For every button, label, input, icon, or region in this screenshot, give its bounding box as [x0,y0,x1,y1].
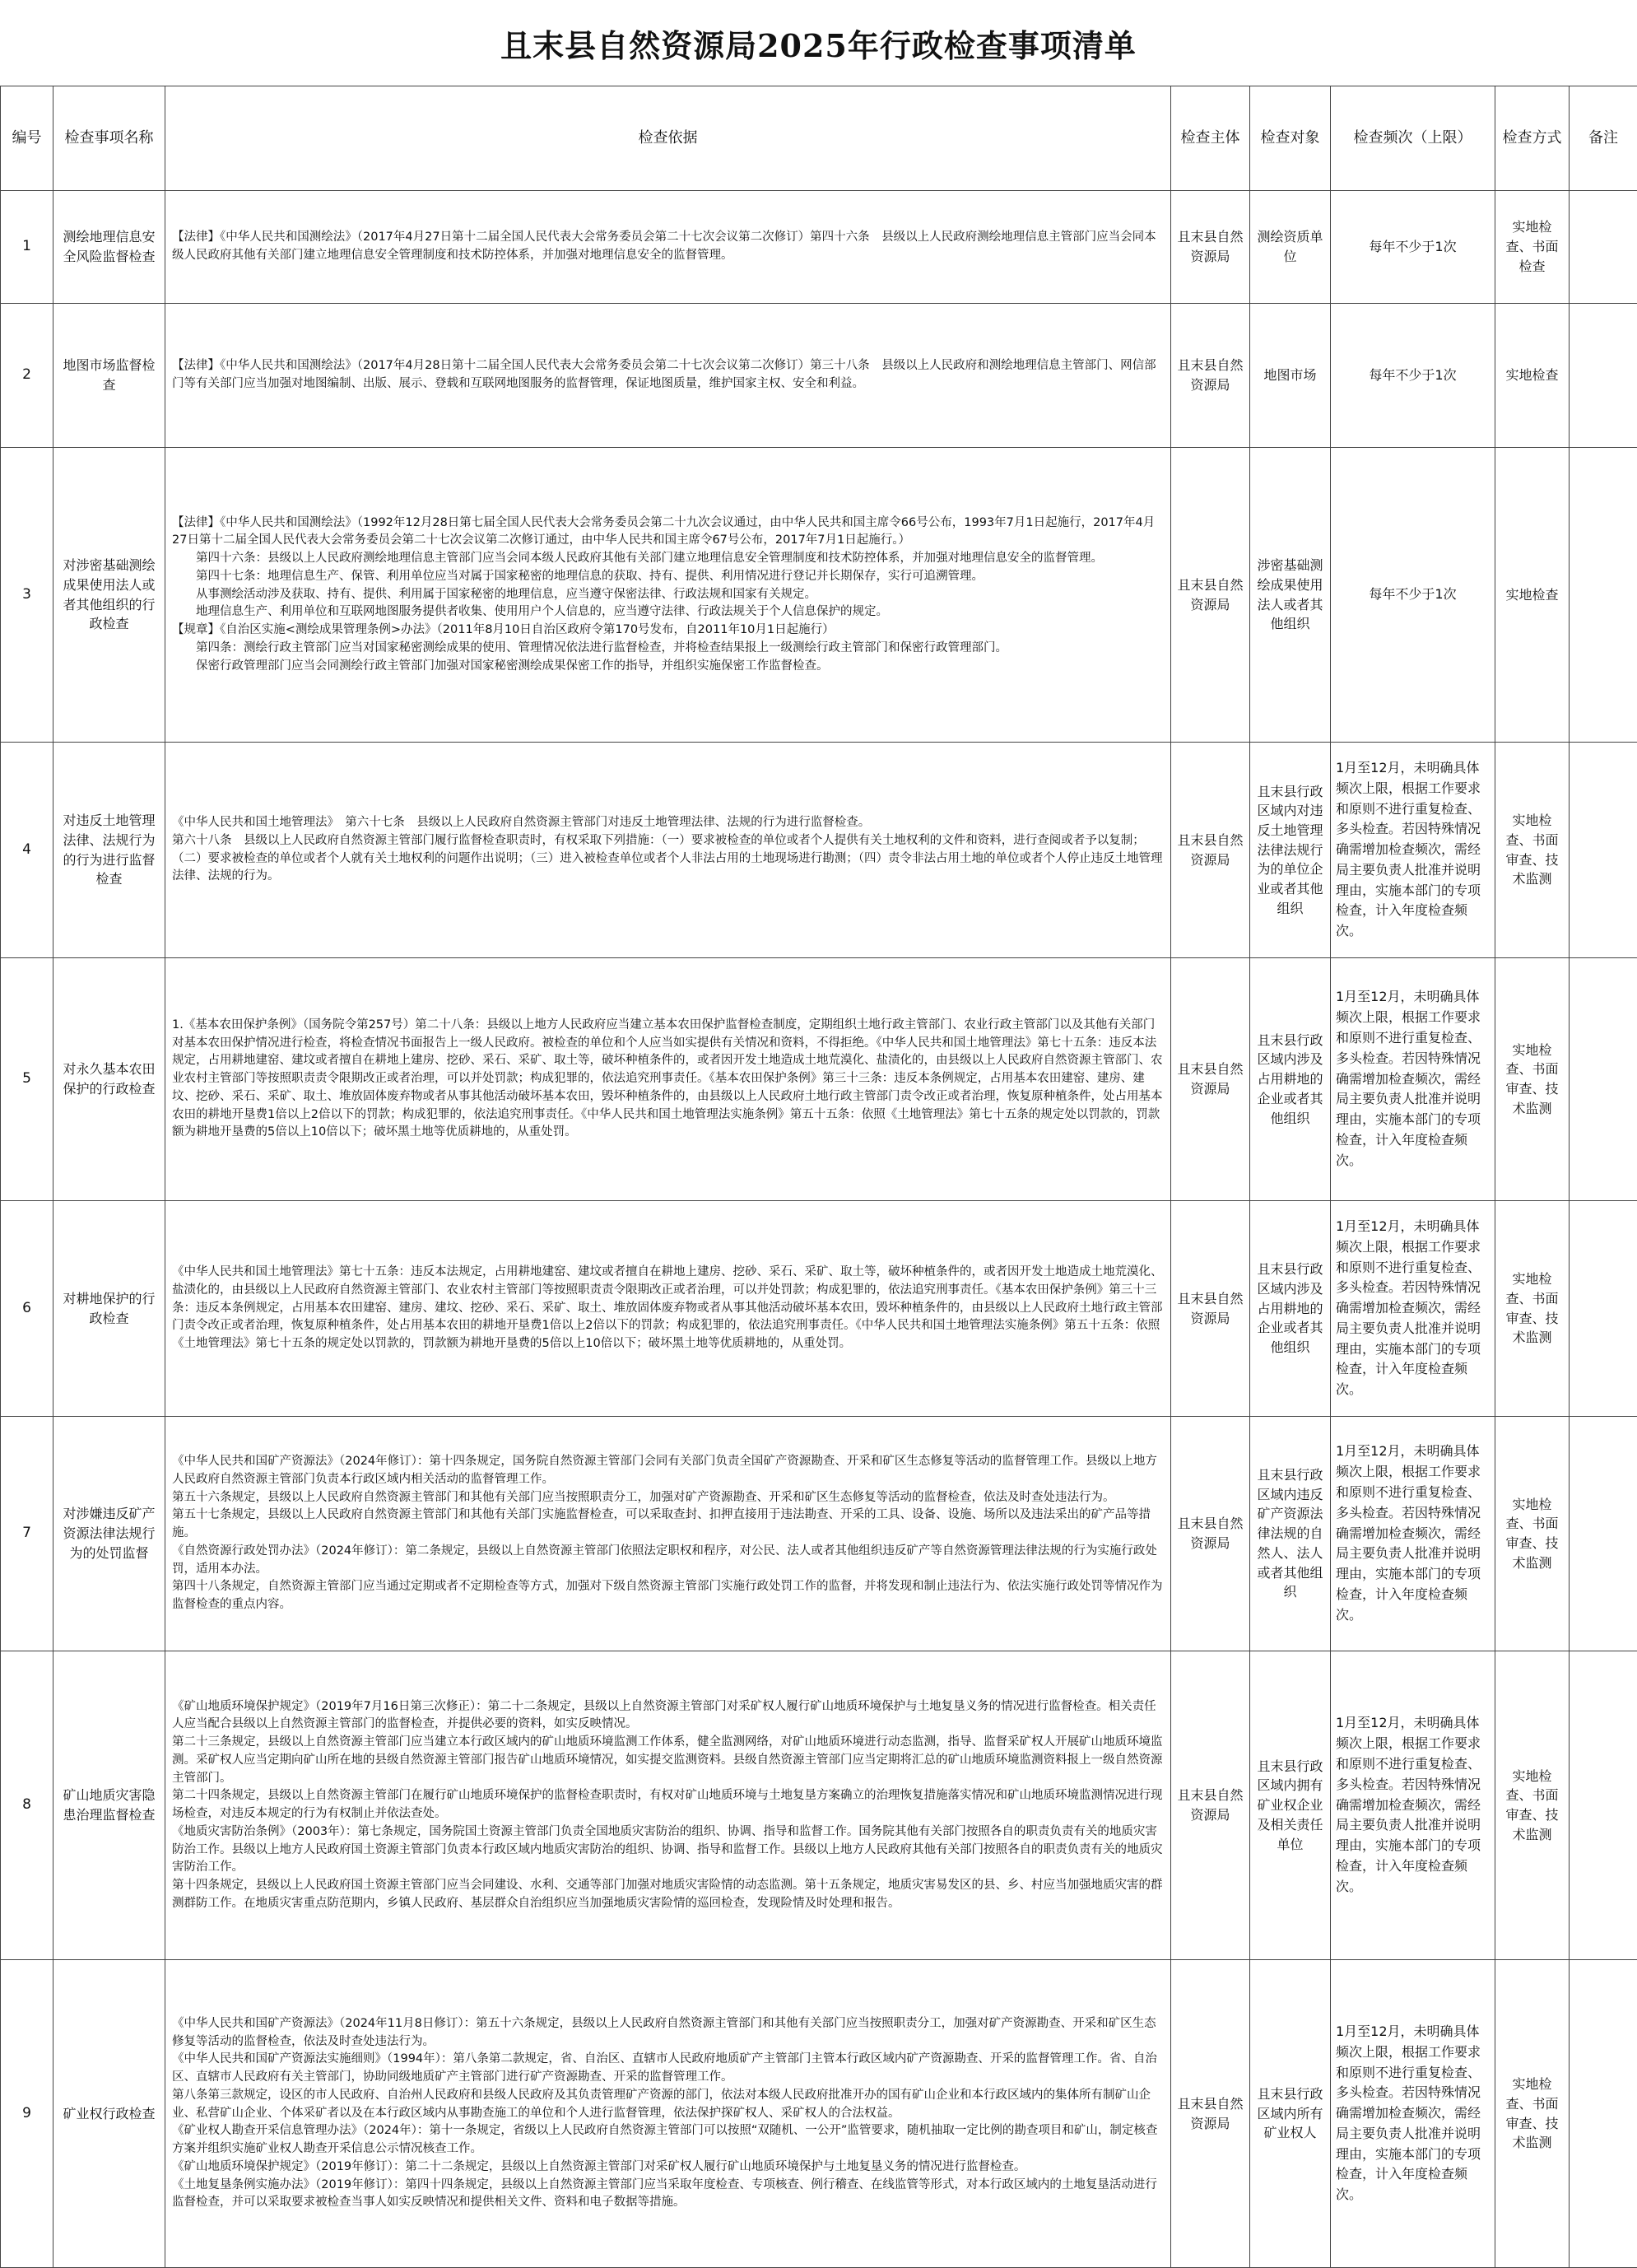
inspection-object: 且末县行政区域内涉及占用耕地的企业或者其他组织 [1250,1201,1331,1417]
inspection-method: 实地检查、书面检查 [1495,191,1570,304]
inspection-method: 实地检查、书面审查、技术监测 [1495,1651,1570,1960]
basis-paragraph: 《中华人民共和国土地管理法》 第六十七条 县级以上人民政府自然资源主管部门对违反土地管理法律、法规的行为进行监督检查。 [172,814,1164,832]
inspection-object: 地图市场 [1250,304,1331,448]
item-name: 对耕地保护的行政检查 [53,1201,165,1417]
header-note: 备注 [1570,86,1637,191]
header-basis: 检查依据 [165,86,1171,191]
inspection-object: 测绘资质单位 [1250,191,1331,304]
row-number: 1 [1,191,53,304]
row-number: 4 [1,743,53,958]
inspection-method: 实地检查、书面审查、技术监测 [1495,958,1570,1201]
row-number: 3 [1,448,53,743]
basis-paragraph: 第二十三条规定，县级以上自然资源主管部门应当建立本行政区域内的矿山地质环境监测工作体系，健全监测网络，对矿山地质环境进行动态监测，指导、监督采矿权人开展矿山地质环境监测。采矿权人应当定期向矿山所在地的县级自然资源主管部门报告矿山地质环境情况，如实提交监测资料。县级自然资源主管部门应当定期将汇总的矿山地质环境监测资料报上一级自然资源主管部门。 [172,1734,1164,1787]
inspection-subject: 且末县自然资源局 [1171,1201,1250,1417]
inspection-frequency: 1月至12月，未明确具体频次上限，根据工作要求和原则不进行重复检查、多头检查。若因特殊情况确需增加检查频次，需经局主要负责人批准并说明理由，实施本部门的专项检查，计入年度检查频次。 [1331,1960,1495,2268]
basis-paragraph: 第四十七条：地理信息生产、保管、利用单位应当对属于国家秘密的地理信息的获取、持有、提供、利用情况进行登记并长期保存，实行可追溯管理。 [172,568,1164,586]
basis-paragraph: 【法律】《中华人民共和国测绘法》（1992年12月28日第七届全国人民代表大会常务委员会第二十九次会议通过，由中华人民共和国主席令66号公布，1993年7月1日起施行，2017年4月27日第十二届全国人民代表大会常务委员会第二十七次会议第二次修订通过，由中华人民共和国主席令67号公布，2017年7月1日起施行。） [172,515,1164,551]
table-row [1,1417,1637,1651]
item-name: 矿山地质灾害隐患治理监督检查 [53,1651,165,1960]
header-subject: 检查主体 [1171,86,1250,191]
basis-paragraph: 第六十八条 县级以上人民政府自然资源主管部门履行监督检查职责时，有权采取下列措施：（一）要求被检查的单位或者个人提供有关土地权利的文件和资料，进行查阅或者予以复制；（二）要求被检查的单位或者个人就有关土地权利的问题作出说明；（三）进入被检查单位或者个人非法占用的土地现场进行勘测；（四）责令非法占用土地的单位或者个人停止违反土地管理法律、法规的行为。 [172,832,1164,886]
inspection-object: 涉密基础测绘成果使用法人或者其他组织 [1250,448,1331,743]
inspection-basis [165,448,1171,743]
inspection-method: 实地检查、书面审查、技术监测 [1495,743,1570,958]
basis-paragraph: 《地质灾害防治条例》（2003年）：第七条规定，国务院国土资源主管部门负责全国地质灾害防治的组织、协调、指导和监督工作。国务院其他有关部门按照各自的职责负责有关的地质灾害防治工作。县级以上地方人民政府国土资源主管部门负责本行政区域内地质灾害防治的组织、协调、指导和监督工作。县级以上地方人民政府其他有关部门按照各自的职责负责有关的地质灾害防治工作。 [172,1823,1164,1877]
header-name: 检查事项名称 [53,86,165,191]
header-row [1,86,1637,191]
inspection-subject: 且末县自然资源局 [1171,958,1250,1201]
note-cell [1570,1201,1637,1417]
inspection-basis [165,191,1171,304]
table-row [1,191,1637,304]
inspection-object: 且末县行政区域内对违反土地管理法律法规行为的单位企业或者其他组织 [1250,743,1331,958]
inspection-frequency: 1月至12月，未明确具体频次上限，根据工作要求和原则不进行重复检查、多头检查。若因特殊情况确需增加检查频次，需经局主要负责人批准并说明理由，实施本部门的专项检查，计入年度检查频次。 [1331,958,1495,1201]
basis-paragraph: 《矿山地质环境保护规定》（2019年修订）：第二十二条规定，县级以上自然资源主管部门对采矿权人履行矿山地质环境保护与土地复垦义务的情况进行监督检查。 [172,2159,1164,2177]
basis-paragraph: 地理信息生产、利用单位和互联网地图服务提供者收集、使用用户个人信息的，应当遵守法律、行政法规关于个人信息保护的规定。 [172,603,1164,622]
inspection-subject: 且末县自然资源局 [1171,448,1250,743]
inspection-method: 实地检查 [1495,304,1570,448]
inspection-frequency: 每年不少于1次 [1331,448,1495,743]
basis-paragraph: 【规章】《自治区实施<测绘成果管理条例>办法》（2011年8月10日自治区政府令第170号发布，自2011年10月1日起施行） [172,622,1164,640]
inspection-basis [165,1960,1171,2268]
basis-paragraph: 第四十六条：县级以上人民政府测绘地理信息主管部门应当会同本级人民政府其他有关部门建立地理信息安全管理制度和技术防控体系，并加强对地理信息安全的监督管理。 [172,550,1164,568]
item-name: 地图市场监督检查 [53,304,165,448]
note-cell [1570,1417,1637,1651]
inspection-object: 且末县行政区域内所有矿业权人 [1250,1960,1331,2268]
table-row [1,1201,1637,1417]
table-row [1,958,1637,1201]
basis-paragraph: 第八条第三款规定，设区的市人民政府、自治州人民政府和县级人民政府及其负责管理矿产资源的部门，依法对本级人民政府批准开办的国有矿山企业和本行政区域内的集体所有制矿山企业、私营矿山企业、个体采矿者以及在本行政区域内从事勘查施工的单位和个人进行监督管理，依法保护探矿权人、采矿权人的合法权益。 [172,2087,1164,2123]
inspection-subject: 且末县自然资源局 [1171,743,1250,958]
basis-paragraph: 《土地复垦条例实施办法》（2019年修订）：第四十四条规定，县级以上自然资源主管部门应当采取年度检查、专项核查、例行稽查、在线监管等形式，对本行政区域内的土地复垦活动进行监督检查，并可以采取要求被检查当事人如实反映情况和提供相关文件、资料和电子数据等措施。 [172,2177,1164,2213]
inspection-subject: 且末县自然资源局 [1171,1960,1250,2268]
inspection-frequency: 每年不少于1次 [1331,191,1495,304]
header-method: 检查方式 [1495,86,1570,191]
basis-paragraph: 第二十四条规定，县级以上自然资源主管部门在履行矿山地质环境保护的监督检查职责时，有权对矿山地质环境与土地复垦方案确立的治理恢复措施落实情况和矿山地质环境监测情况进行现场检查，对违反本规定的行为有权制止并依法查处。 [172,1787,1164,1823]
basis-paragraph: 《中华人民共和国矿产资源法》（2024年修订）：第十四条规定，国务院自然资源主管部门会同有关部门负责全国矿产资源勘查、开采和矿区生态修复等活动的监督管理工作。县级以上地方人民政府自然资源主管部门负责本行政区域内相关活动的监督管理工作。 [172,1453,1164,1489]
header-no: 编号 [1,86,53,191]
note-cell [1570,191,1637,304]
basis-paragraph: 1.《基本农田保护条例》（国务院令第257号）第二十八条：县级以上地方人民政府应当建立基本农田保护监督检查制度，定期组织土地行政主管部门、农业行政主管部门以及其他有关部门对基本农田保护情况进行检查，将检查情况书面报告上一级人民政府。被检查的单位和个人应当如实提供有关情况和资料，不得拒绝。《中华人民共和国土地管理法》第七十五条：违反本法规定，占用耕地建窑、建坟或者擅自在耕地上建房、挖砂、采石、采矿、取土等，破坏种植条件的，或者因开发土地造成土地荒漠化、盐渍化的，由县级以上人民政府自然资源主管部门、农业农村主管部门等按照职责责令限期改正或者治理，可以并处罚款；构成犯罪的，依法追究刑事责任。《基本农田保护条例》第三十三条：违反本条例规定，占用基本农田建窑、建房、建坟、挖砂、采石、采矿、取土、堆放固体废弃物或者从事其他活动破坏基本农田，毁坏种植条件的，由县级以上人民政府土地行政主管部门责令改正或者治理，恢复原种植条件，处占用基本农田的耕地开垦费1倍以上2倍以下的罚款；构成犯罪的，依法追究刑事责任。《中华人民共和国土地管理法实施条例》第五十五条：依照《土地管理法》第七十五条的规定处以罚款的，罚款额为耕地开垦费的5倍以上10倍以下；破坏黑土地等优质耕地的，从重处罚。 [172,1017,1164,1142]
basis-paragraph: 从事测绘活动涉及获取、持有、提供、利用属于国家秘密的地理信息，应当遵守保密法律、行政法规和国家有关规定。 [172,586,1164,604]
basis-paragraph: 《矿山地质环境保护规定》（2019年7月16日第三次修正）：第二十二条规定，县级以上自然资源主管部门对采矿权人履行矿山地质环境保护与土地复垦义务的情况进行监督检查。相关责任人应当配合县级以上自然资源主管部门的监督检查，并提供必要的资料，如实反映情况。 [172,1698,1164,1735]
item-name: 对违反土地管理法律、法规行为的行为进行监督检查 [53,743,165,958]
inspection-subject: 且末县自然资源局 [1171,1417,1250,1651]
basis-paragraph: 《中华人民共和国矿产资源法实施细则》（1994年）：第八条第二款规定，省、自治区、直辖市人民政府地质矿产主管部门主管本行政区域内矿产资源勘查、开采的监督管理工作。省、自治区、直辖市人民政府有关主管部门，协助同级地质矿产主管部门进行矿产资源勘查、开采的监督管理工作。 [172,2051,1164,2087]
item-name: 对涉嫌违反矿产资源法律法规行为的处罚监督 [53,1417,165,1651]
inspection-frequency: 1月至12月，未明确具体频次上限，根据工作要求和原则不进行重复检查、多头检查。若因特殊情况确需增加检查频次，需经局主要负责人批准并说明理由，实施本部门的专项检查，计入年度检查频次。 [1331,1201,1495,1417]
basis-paragraph: 【法律】《中华人民共和国测绘法》（2017年4月27日第十二届全国人民代表大会常务委员会第二十七次会议第二次修订）第四十六条 县级以上人民政府测绘地理信息主管部门应当会同本级人民政府其他有关部门建立地理信息安全管理制度和技术防控体系，并加强对地理信息安全的监督管理。 [172,229,1164,265]
header-frequency: 检查频次（上限） [1331,86,1495,191]
inspection-method: 实地检查 [1495,448,1570,743]
inspection-method: 实地检查、书面审查、技术监测 [1495,1960,1570,2268]
row-number: 9 [1,1960,53,2268]
table-body [1,191,1637,2268]
basis-paragraph: 《自然资源行政处罚办法》（2024年修订）：第二条规定，县级以上自然资源主管部门依照法定职权和程序，对公民、法人或者其他组织违反矿产等自然资源管理法律法规的行为实施行政处罚，适用本办法。 [172,1543,1164,1579]
basis-paragraph: 第十四条规定，县级以上人民政府国土资源主管部门应当会同建设、水利、交通等部门加强对地质灾害险情的动态监测。第十五条规定，地质灾害易发区的县、乡、村应当加强地质灾害的群测群防工作。在地质灾害重点防范期内，乡镇人民政府、基层群众自治组织应当加强地质灾害险情的巡回检查，发现险情及时处理和报告。 [172,1877,1164,1913]
inspection-object: 且末县行政区域内拥有矿业权企业及相关责任单位 [1250,1651,1331,1960]
row-number: 8 [1,1651,53,1960]
row-number: 2 [1,304,53,448]
inspection-frequency: 每年不少于1次 [1331,304,1495,448]
basis-paragraph: 《中华人民共和国土地管理法》第七十五条：违反本法规定，占用耕地建窑、建坟或者擅自在耕地上建房、挖砂、采石、采矿、取土等，破坏种植条件的，或者因开发土地造成土地荒漠化、盐渍化的，由县级以上人民政府自然资源主管部门、农业农村主管部门等按照职责责令限期改正或者治理，可以并处罚款；构成犯罪的，依法追究刑事责任。《基本农田保护条例》第三十三条：违反本条例规定，占用基本农田建窑、建房、建坟、挖砂、采石、采矿、取土、堆放固体废弃物或者从事其他活动破坏基本农田，毁坏种植条件的，由县级以上人民政府土地行政主管部门责令改正或者治理，恢复原种植条件，处占用基本农田的耕地开垦费1倍以上2倍以下的罚款；构成犯罪的，依法追究刑事责任。《中华人民共和国土地管理法实施条例》第五十五条：依照《土地管理法》第七十五条的规定处以罚款的，罚款额为耕地开垦费的5倍以上10倍以下；破坏黑土地等优质耕地的，从重处罚。 [172,1264,1164,1353]
basis-paragraph: 第五十六条规定，县级以上人民政府自然资源主管部门和其他有关部门应当按照职责分工，加强对矿产资源勘查、开采和矿区生态修复等活动的监督检查，依法及时查处违法行为。 [172,1489,1164,1507]
item-name: 矿业权行政检查 [53,1960,165,2268]
table-row [1,743,1637,958]
item-name: 测绘地理信息安全风险监督检查 [53,191,165,304]
header-object: 检查对象 [1250,86,1331,191]
note-cell [1570,958,1637,1201]
row-number: 6 [1,1201,53,1417]
inspection-basis [165,1201,1171,1417]
basis-paragraph: 第四十八条规定，自然资源主管部门应当通过定期或者不定期检查等方式，加强对下级自然资源主管部门实施行政处罚工作的监督，并将发现和制止违法行为、依法实施行政处罚等情况作为监督检查的重点内容。 [172,1578,1164,1614]
inspection-frequency: 1月至12月，未明确具体频次上限，根据工作要求和原则不进行重复检查、多头检查。若因特殊情况确需增加检查频次，需经局主要负责人批准并说明理由，实施本部门的专项检查，计入年度检查频次。 [1331,743,1495,958]
basis-paragraph: 第五十七条规定，县级以上人民政府自然资源主管部门和其他有关部门实施监督检查，可以采取查封、扣押直接用于违法勘查、开采的工具、设备、设施、场所以及违法采出的矿产品等措施。 [172,1507,1164,1543]
inspection-subject: 且末县自然资源局 [1171,304,1250,448]
item-name: 对永久基本农田保护的行政检查 [53,958,165,1201]
note-cell [1570,743,1637,958]
row-number: 5 [1,958,53,1201]
note-cell [1570,304,1637,448]
row-number: 7 [1,1417,53,1651]
note-cell [1570,1960,1637,2268]
inspection-method: 实地检查、书面审查、技术监测 [1495,1417,1570,1651]
basis-paragraph: 第四条：测绘行政主管部门应当对国家秘密测绘成果的使用、管理情况依法进行监督检查，并将检查结果报上一级测绘行政主管部门和保密行政管理部门。 [172,640,1164,658]
inspection-subject: 且末县自然资源局 [1171,1651,1250,1960]
inspection-subject: 且末县自然资源局 [1171,191,1250,304]
table-row [1,1960,1637,2268]
table-row [1,1651,1637,1960]
table-row [1,304,1637,448]
item-name: 对涉密基础测绘成果使用法人或者其他组织的行政检查 [53,448,165,743]
basis-paragraph: 《中华人民共和国矿产资源法》（2024年11月8日修订）：第五十六条规定，县级以上人民政府自然资源主管部门和其他有关部门应当按照职责分工，加强对矿产资源勘查、开采和矿区生态修复等活动的监督检查，依法及时查处违法行为。 [172,2015,1164,2051]
basis-paragraph: 【法律】《中华人民共和国测绘法》（2017年4月28日第十二届全国人民代表大会常务委员会第二十七次会议第二次修订）第三十八条 县级以上人民政府和测绘地理信息主管部门、网信部门等有关部门应当加强对地图编制、出版、展示、登载和互联网地图服务的监督管理，保证地图质量，维护国家主权、安全和利益。 [172,357,1164,394]
inspection-basis [165,958,1171,1201]
inspection-frequency: 1月至12月，未明确具体频次上限，根据工作要求和原则不进行重复检查、多头检查。若因特殊情况确需增加检查频次，需经局主要负责人批准并说明理由，实施本部门的专项检查，计入年度检查频次。 [1331,1417,1495,1651]
basis-paragraph: 保密行政管理部门应当会同测绘行政主管部门加强对国家秘密测绘成果保密工作的指导，并组织实施保密工作监督检查。 [172,658,1164,676]
document-title: 且末县自然资源局2025年行政检查事项清单 [0,0,1637,86]
inspection-table [0,86,1637,2268]
note-cell [1570,1651,1637,1960]
inspection-frequency: 1月至12月，未明确具体频次上限，根据工作要求和原则不进行重复检查、多头检查。若因特殊情况确需增加检查频次，需经局主要负责人批准并说明理由，实施本部门的专项检查，计入年度检查频次。 [1331,1651,1495,1960]
table-row [1,448,1637,743]
basis-paragraph: 《矿业权人勘查开采信息管理办法》（2024年）：第十一条规定，省级以上人民政府自然资源主管部门可以按照“双随机、一公开”监管要求，随机抽取一定比例的勘查项目和矿山，制定核查方案并组织实施矿业权人勘查开采信息公示情况核查工作。 [172,2122,1164,2159]
inspection-basis [165,1651,1171,1960]
inspection-basis [165,304,1171,448]
inspection-method: 实地检查、书面审查、技术监测 [1495,1201,1570,1417]
note-cell [1570,448,1637,743]
inspection-object: 且末县行政区域内涉及占用耕地的企业或者其他组织 [1250,958,1331,1201]
inspection-basis [165,743,1171,958]
inspection-basis [165,1417,1171,1651]
inspection-object: 且末县行政区域内违反矿产资源法律法规的自然人、法人或者其他组织 [1250,1417,1331,1651]
